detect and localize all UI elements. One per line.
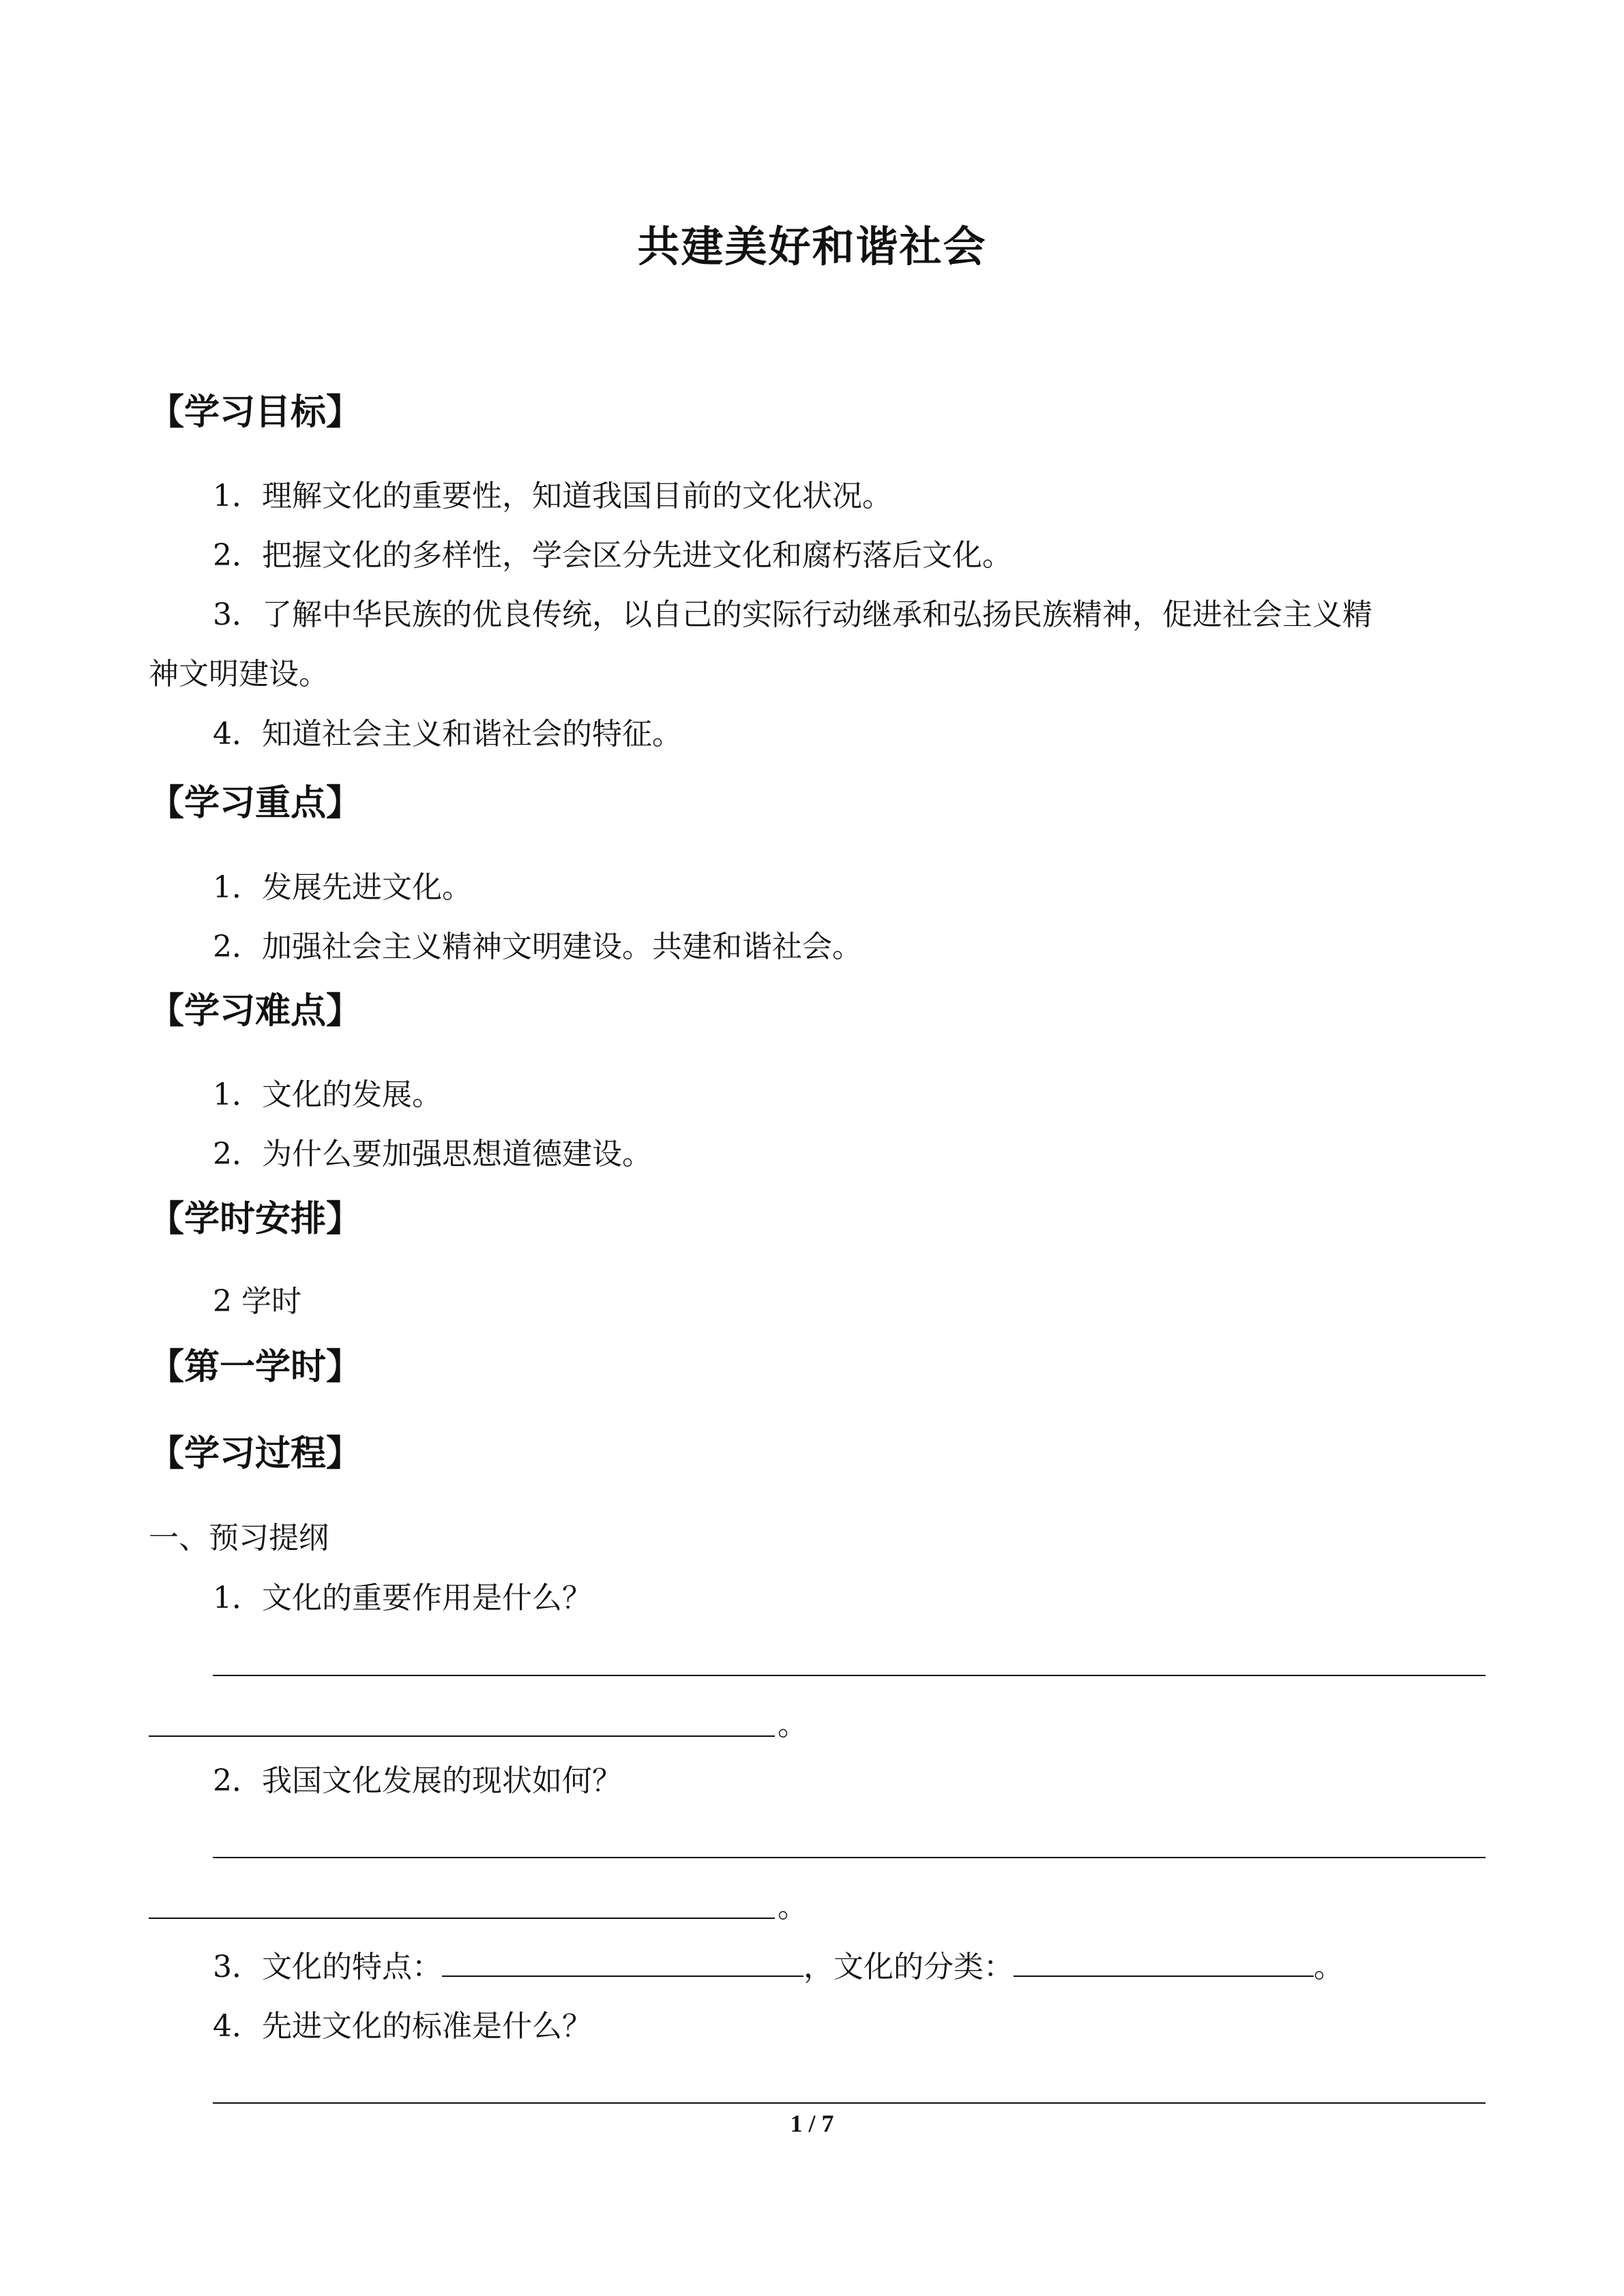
blank-culture-traits: [442, 1947, 803, 1977]
question-4: 4．先进文化的标准是什么？: [213, 2009, 592, 2044]
blank-culture-categories: [1014, 1947, 1314, 1977]
goal-item-3: 3．了解中华民族的优良传统，以自己的实际行动继承和弘扬民族精神，促进社会主义精: [213, 597, 1372, 632]
question-2: 2．我国文化发展的现状如何？: [213, 1763, 622, 1798]
schedule-text: 2 学时: [213, 1284, 301, 1319]
goal-item-3-cont: 神文明建设。: [149, 657, 329, 691]
question-3-end: 。: [1314, 1950, 1344, 1984]
heading-key-points: 【学习重点】: [149, 783, 362, 824]
answer-line-1b: [149, 1735, 775, 1737]
goal-item-2: 2．把握文化的多样性，学会区分先进文化和腐朽落后文化。: [213, 538, 1012, 573]
question-1: 1．文化的重要作用是什么？: [213, 1581, 592, 1615]
question-3: [213, 1947, 1344, 1988]
key-point-1: 1．发展先进文化。: [213, 870, 472, 905]
heading-learning-process: 【学习过程】: [149, 1433, 362, 1474]
page-title: 共建美好和谐社会: [637, 222, 987, 271]
answer-line-1a: [213, 1675, 1486, 1676]
answer-end-mark-2: 。: [778, 1890, 808, 1924]
difficulty-2: 2．为什么要加强思想道德建设。: [213, 1137, 652, 1172]
heading-learning-goals: 【学习目标】: [149, 392, 362, 433]
page-number: 1 / 7: [790, 2110, 834, 2137]
answer-end-mark-1: 。: [778, 1708, 808, 1742]
outline-title: 一、预习提纲: [149, 1521, 329, 1555]
answer-line-2a: [213, 1857, 1486, 1858]
goal-item-1: 1．理解文化的重要性，知道我国目前的文化状况。: [213, 479, 892, 513]
question-3-prefix: 3．文化的特点：: [213, 1950, 442, 1984]
answer-line-2b: [149, 1918, 775, 1919]
question-3-mid: ，文化的分类：: [803, 1950, 1014, 1984]
heading-difficulties: 【学习难点】: [149, 991, 362, 1032]
key-point-2: 2．加强社会主义精神文明建设。共建和谐社会。: [213, 929, 862, 964]
goal-item-4: 4．知道社会主义和谐社会的特征。: [213, 717, 682, 751]
heading-schedule: 【学时安排】: [149, 1199, 362, 1240]
heading-first-period: 【第一学时】: [149, 1347, 362, 1388]
difficulty-1: 1．文化的发展。: [213, 1077, 442, 1112]
answer-line-4a: [213, 2102, 1486, 2104]
